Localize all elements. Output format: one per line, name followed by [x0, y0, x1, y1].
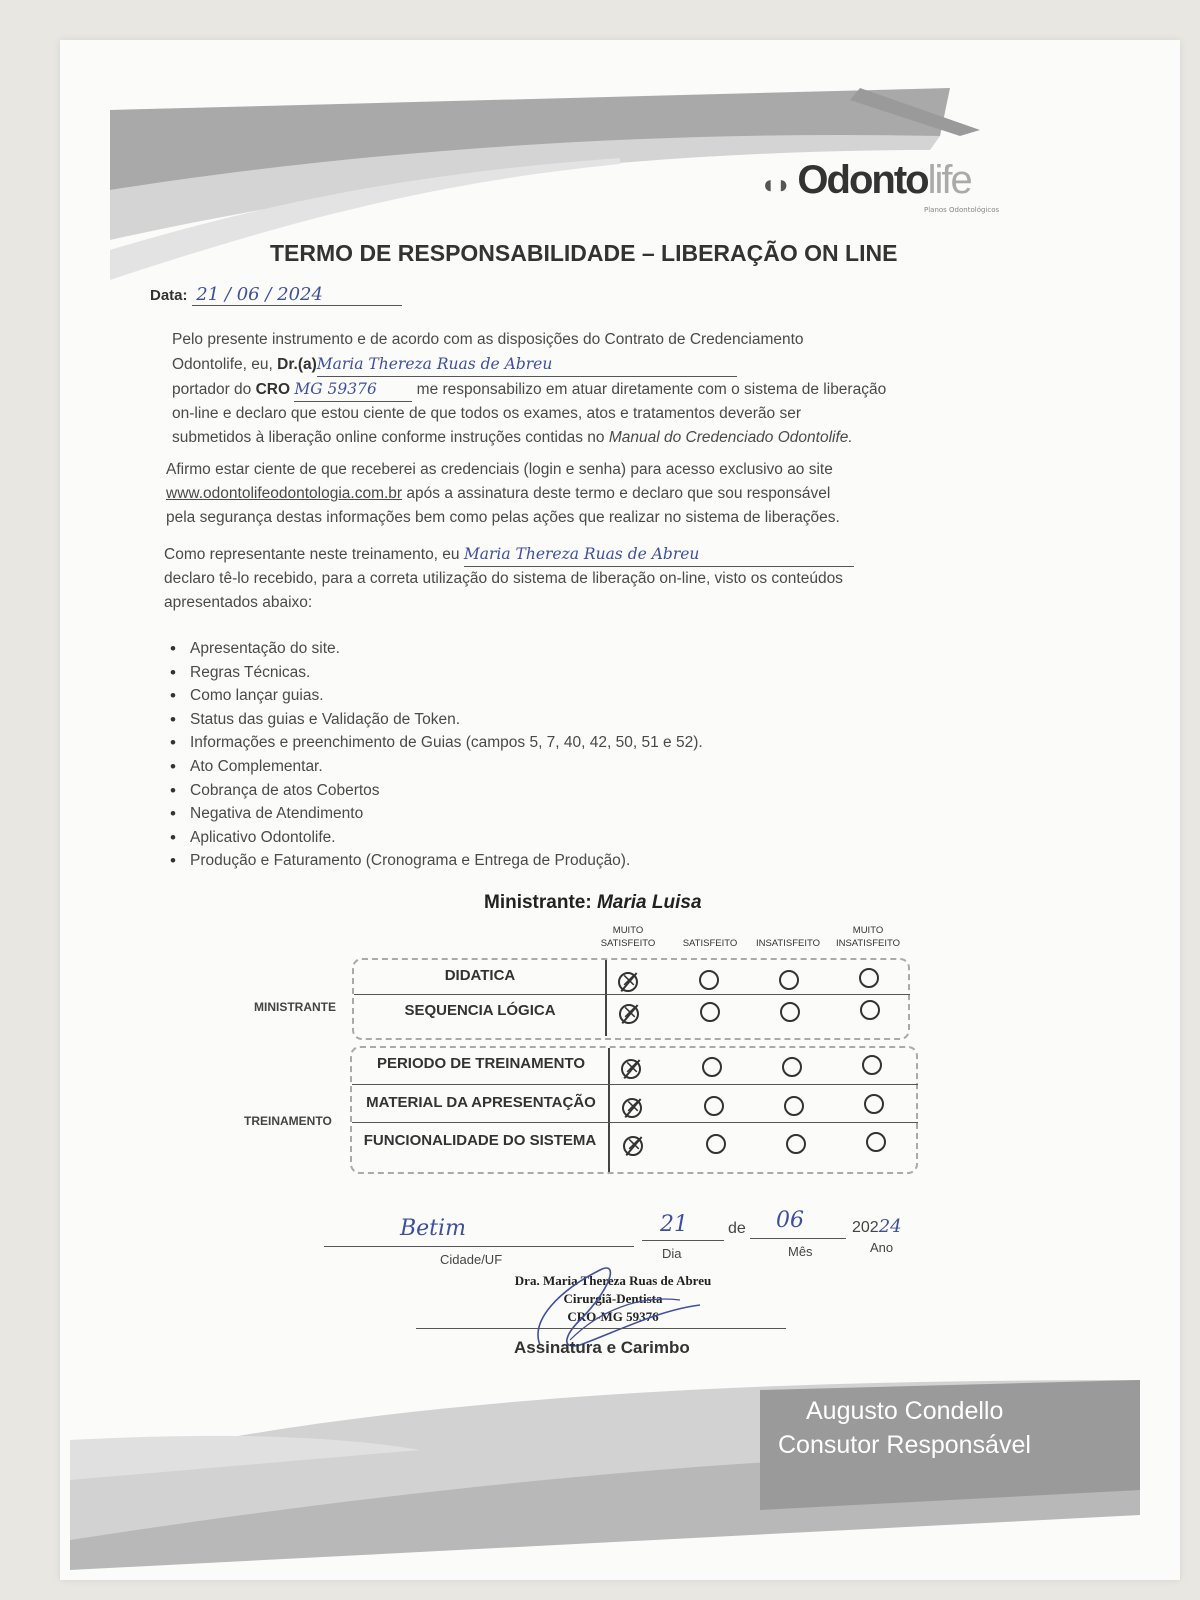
dr-label: Dr.(a): [277, 356, 317, 373]
year-label: Ano: [870, 1240, 894, 1255]
day-line: [642, 1240, 724, 1241]
row-separator: [354, 994, 910, 995]
radio-sequencia-muito-insatisfeito[interactable]: [860, 1000, 880, 1020]
col-head-insatisfeito: INSATISFEITO: [755, 938, 821, 949]
p3-line2: declaro tê-lo recebido, para a correta utilização do sistema de liberação on-line, visto os conteúdos: [164, 570, 843, 587]
paragraph-credenciais: [166, 458, 996, 530]
group-label-treinamento: TREINAMENTO: [244, 1114, 332, 1128]
stamp-title: Cirurgiã-Dentista: [563, 1291, 663, 1306]
year-suffix: 24: [878, 1216, 902, 1237]
cro-field: MG 59376: [294, 377, 412, 402]
col-head-satisfeito: SATISFEITO: [682, 938, 738, 949]
list-item: • Apresentação do site.: [166, 640, 866, 664]
p1-cro-post: me responsabilizo em atuar diretamente com o sistema de liberação: [416, 381, 887, 398]
month-value: 06: [776, 1208, 804, 1233]
topics-list: [166, 640, 866, 876]
odontolife-logo: [760, 158, 971, 203]
radio-material-muito-satisfeito[interactable]: [622, 1098, 642, 1118]
row-separator: [352, 1122, 918, 1123]
p1-line2-pre: Odontolife, eu,: [172, 356, 273, 373]
radio-sequencia-muito-satisfeito[interactable]: [619, 1004, 639, 1024]
list-item: • Como lançar guias.: [166, 687, 866, 711]
year-prefix: 202: [852, 1219, 879, 1236]
radio-periodo-insatisfeito[interactable]: [782, 1057, 802, 1077]
city-label: Cidade/UF: [440, 1252, 503, 1267]
list-item: • Regras Técnicas.: [166, 664, 866, 688]
p1-line5-pre: submetidos à liberação online conforme instruções contidas no: [172, 429, 605, 446]
dr-name-field: Maria Thereza Ruas de Abreu: [317, 352, 737, 377]
radio-periodo-muito-insatisfeito[interactable]: [862, 1055, 882, 1075]
list-item: • Negativa de Atendimento: [166, 805, 866, 829]
de-text: de: [728, 1220, 746, 1237]
document-title: TERMO DE RESPONSABILIDADE – LIBERAÇÃO ON LINE: [270, 240, 898, 266]
radio-sequencia-insatisfeito[interactable]: [780, 1002, 800, 1022]
month-line: [750, 1238, 846, 1239]
paragraph-credenciamento: [172, 328, 1002, 450]
list-item: • Ato Complementar.: [166, 758, 866, 782]
date-label: Data:: [150, 287, 188, 304]
list-item: • Cobrança de atos Cobertos: [166, 782, 866, 806]
radio-material-satisfeito[interactable]: [704, 1096, 724, 1116]
p2-line3: pela segurança destas informações bem como pelas ações que realizar no sistema de liberações.: [166, 509, 840, 526]
signature-line: [416, 1328, 786, 1329]
representative-name-field: Maria Thereza Ruas de Abreu: [464, 542, 854, 567]
logo-brand-light: life: [927, 158, 971, 202]
year-value: [852, 1216, 902, 1237]
day-value: 21: [660, 1212, 688, 1237]
p1-line4: on-line e declaro que estou ciente de que todos os exames, atos e tratamentos deverão ser: [172, 405, 801, 422]
col-head-muito-satisfeito: MUITO SATISFEITO: [600, 925, 656, 949]
logo-mark-icon: ◖◗: [760, 169, 792, 199]
radio-didatica-muito-insatisfeito[interactable]: [859, 968, 879, 988]
stamp-name: Dra. Maria Thereza Ruas de Abreu: [514, 1273, 712, 1288]
p3-line3: apresentados abaixo:: [164, 594, 313, 611]
ministrante-heading: [484, 892, 702, 914]
radio-didatica-muito-satisfeito[interactable]: [618, 972, 638, 992]
site-link[interactable]: www.odontolifeodontologia.com.br: [166, 485, 403, 502]
paragraph-treinamento: [164, 542, 1014, 615]
p2-line2-post: após a assinatura deste termo e declaro que sou responsável: [406, 485, 831, 502]
logo-tagline: Planos Odontológicos: [924, 206, 1000, 214]
radio-periodo-muito-satisfeito[interactable]: [621, 1059, 641, 1079]
date-row: [150, 284, 402, 306]
list-item: • Produção e Faturamento (Cronograma e Entrega de Produção).: [166, 852, 866, 876]
row-label-sequencia: SEQUENCIA LÓGICA: [404, 1002, 556, 1019]
table-divider: [608, 1048, 610, 1172]
p2-line1: Afirmo estar ciente de que receberei as credenciais (login e senha) para acesso exclusivo ao site: [166, 461, 833, 478]
row-separator: [352, 1084, 918, 1085]
radio-periodo-satisfeito[interactable]: [702, 1057, 722, 1077]
month-label: Mês: [788, 1244, 813, 1259]
signature-label: Assinatura e Carimbo: [514, 1338, 690, 1357]
radio-funcionalidade-muito-insatisfeito[interactable]: [866, 1132, 886, 1152]
city-value: Betim: [400, 1216, 466, 1241]
header-banner: [60, 40, 1180, 310]
p3-line1-pre: Como representante neste treinamento, eu: [164, 546, 460, 563]
list-item: • Informações e preenchimento de Guias (campos 5, 7, 40, 42, 50, 51 e 52).: [166, 734, 866, 758]
radio-sequencia-satisfeito[interactable]: [700, 1002, 720, 1022]
city-line: [324, 1246, 634, 1247]
group-label-ministrante: MINISTRANTE: [254, 1000, 336, 1014]
day-label: Dia: [662, 1246, 682, 1261]
p1-cro-pre: portador do: [172, 381, 252, 398]
consultant-block: [778, 1394, 1098, 1462]
logo-brand-dark: Odonto: [797, 158, 928, 202]
table-divider: [605, 960, 607, 1036]
row-label-material: MATERIAL DA APRESENTAÇÃO: [366, 1094, 596, 1111]
consultant-role: Consutor Responsável: [778, 1431, 1031, 1459]
ministrante-label: Ministrante:: [484, 892, 592, 913]
radio-didatica-insatisfeito[interactable]: [779, 970, 799, 990]
radio-funcionalidade-muito-satisfeito[interactable]: [623, 1136, 643, 1156]
list-item: • Aplicativo Odontolife.: [166, 829, 866, 853]
radio-material-muito-insatisfeito[interactable]: [864, 1094, 884, 1114]
date-value: 21 / 06 / 2024: [192, 284, 402, 306]
consultant-name: Augusto Condello: [806, 1397, 1004, 1425]
row-label-funcionalidade: FUNCIONALIDADE DO SISTEMA: [363, 1132, 597, 1149]
ministrante-name: Maria Luisa: [596, 892, 702, 913]
radio-material-insatisfeito[interactable]: [784, 1096, 804, 1116]
row-label-periodo: PERIODO DE TREINAMENTO: [376, 1055, 586, 1072]
stamp-cro: CRO-MG 59376: [567, 1309, 659, 1324]
p1-line1: Pelo presente instrumento e de acordo com as disposições do Contrato de Credenciamento: [172, 331, 804, 348]
document-sheet: [60, 40, 1180, 1580]
radio-funcionalidade-insatisfeito[interactable]: [786, 1134, 806, 1154]
cro-label: CRO: [255, 381, 291, 398]
col-head-muito-insatisfeito: MUITO INSATISFEITO: [835, 925, 901, 949]
manual-reference: Manual do Credenciado Odontolife.: [608, 429, 853, 446]
radio-funcionalidade-satisfeito[interactable]: [706, 1134, 726, 1154]
row-label-didatica: DIDATICA: [444, 967, 516, 984]
radio-didatica-satisfeito[interactable]: [699, 970, 719, 990]
list-item: • Status das guias e Validação de Token.: [166, 711, 866, 735]
